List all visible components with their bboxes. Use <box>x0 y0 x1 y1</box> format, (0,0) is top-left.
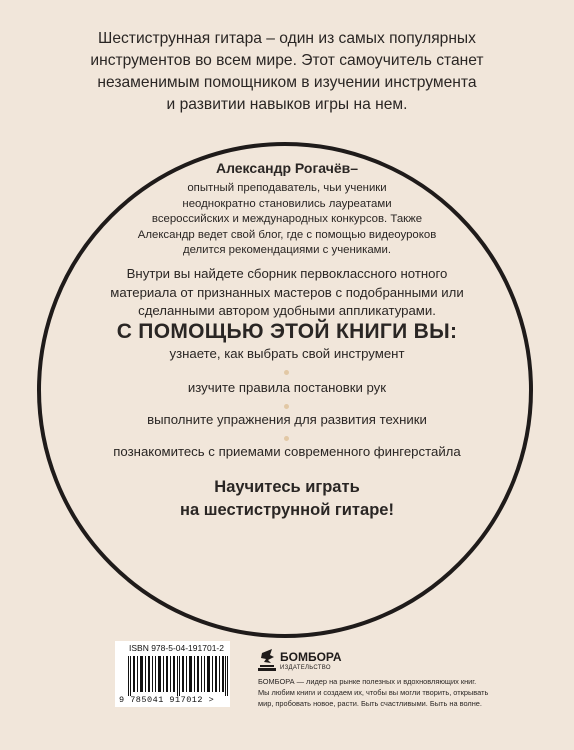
benefit-item: познакомитесь с приемами современного фингерстайла <box>113 444 461 459</box>
intro-line: инструментов во всем мире. Этот самоучитель станет <box>90 52 484 69</box>
author-bio-line: всероссийских и международных конкурсов. Также <box>151 213 423 225</box>
publisher-logo-icon <box>258 649 276 671</box>
author-bio-line: Александр ведет свой блог, где с помощью видеоуроков <box>137 228 437 241</box>
call-to-action <box>80 476 494 522</box>
publisher-desc-line: БОМБОРА — лидер на рынке полезных и вдохновляющих книг. <box>258 677 477 686</box>
publisher-name: БОМБОРА <box>280 650 342 664</box>
author-bio-line: делится рекомендациями с учениками. <box>182 244 392 256</box>
cta-line: на шестиструнной гитаре! <box>180 501 394 519</box>
bullet-dot <box>284 370 289 375</box>
publisher-subtitle: ИЗДАТЕЛЬСТВО <box>280 665 331 671</box>
inside-line: материала от признанных мастеров с подобранными или <box>110 284 464 300</box>
barcode-digits: 9 785041 917012 > <box>119 695 215 705</box>
cta-line: Научитесь играть <box>214 478 360 496</box>
bullet-dot <box>284 404 289 409</box>
publisher-desc-line: Мы любим книги и создаем их, чтобы вы могли творить, открывать <box>258 688 489 697</box>
author-bio <box>110 181 464 259</box>
benefit-item: изучите правила постановки рук <box>187 380 387 395</box>
inside-line: Внутри вы найдете сборник первоклассного нотного <box>126 266 448 281</box>
inside-line: сделанными автором удобными аппликатурами. <box>138 303 436 318</box>
publisher-description <box>258 676 518 709</box>
author-bio-line: опытный преподаватель, чьи ученики <box>187 182 387 194</box>
isbn-number: ISBN 978-5-04-191701-2 <box>129 643 224 653</box>
benefit-item: выполните упражнения для развития техники <box>147 412 427 427</box>
publisher-desc-line: мир, пробовать новое, расти. Быть счастливыми. Быть на волне. <box>258 699 482 708</box>
barcode-icon <box>128 656 228 696</box>
author-name: Александр Рогачёв– <box>215 160 359 176</box>
inside-description <box>90 265 484 321</box>
bullet-dot <box>284 436 289 441</box>
intro-line: незаменимым помощником в изучении инструмента <box>97 74 477 91</box>
intro-line: и развитии навыков игры на нем. <box>166 96 408 113</box>
benefits-title: С ПОМОЩЬЮ ЭТОЙ КНИГИ ВЫ: <box>116 320 458 343</box>
intro-text <box>40 28 534 116</box>
author-bio-line: неоднократно становились лауреатами <box>182 197 392 210</box>
benefit-item: узнаете, как выбрать свой инструмент <box>169 346 405 361</box>
intro-line: Шестиструнная гитара – один из самых популярных <box>98 30 476 47</box>
